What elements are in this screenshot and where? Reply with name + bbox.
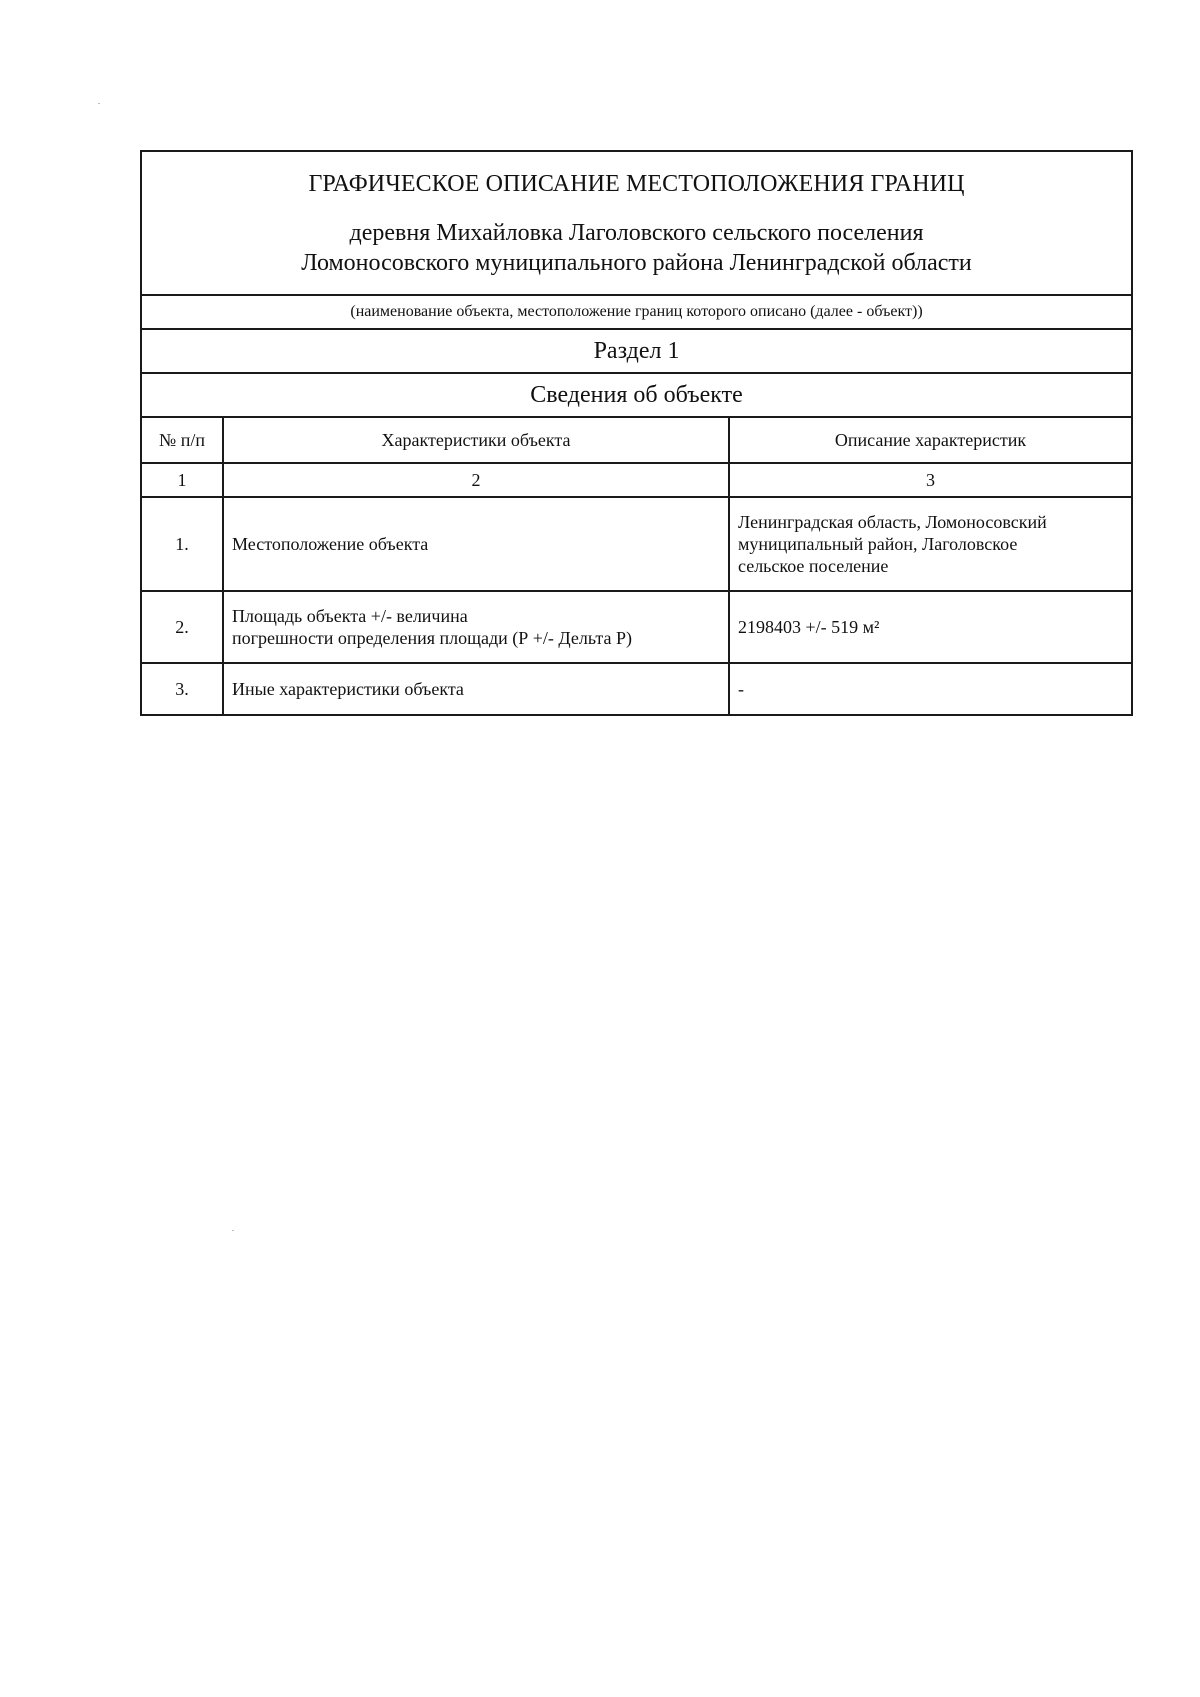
caption-row	[141, 295, 1132, 329]
section-subtitle-row	[141, 373, 1132, 417]
description-line: муниципальный район, Лаголовское	[738, 534, 1018, 554]
row-index: 2.	[141, 591, 223, 663]
row-index: 1.	[141, 497, 223, 591]
description-line: сельское поселение	[738, 556, 889, 576]
scan-speck	[232, 1230, 234, 1231]
column-header: Характеристики объекта	[223, 417, 729, 463]
column-header: Описание характеристик	[729, 417, 1132, 463]
column-number: 2	[223, 463, 729, 497]
row-characteristic	[223, 591, 729, 663]
row-characteristic	[223, 663, 729, 715]
object-name-line: Ломоносовского муниципального района Ленинградской области	[301, 250, 972, 276]
section-row	[141, 329, 1132, 373]
object-name-line: деревня Михайловка Лаголовского сельского поселения	[349, 220, 924, 246]
column-number: 3	[729, 463, 1132, 497]
section-subtitle: Сведения об объекте	[141, 373, 1132, 417]
table-row	[141, 497, 1132, 591]
object-name	[142, 218, 1131, 278]
table-row	[141, 663, 1132, 715]
header-row	[141, 417, 1132, 463]
section-title: Раздел 1	[141, 329, 1132, 373]
characteristic-line: погрешности определения площади (Р +/- Дельта Р)	[232, 628, 632, 648]
document-title: ГРАФИЧЕСКОЕ ОПИСАНИЕ МЕСТОПОЛОЖЕНИЯ ГРАНИЦ	[308, 171, 965, 197]
scan-speck	[98, 103, 100, 104]
object-info-table	[140, 150, 1133, 716]
table-row	[141, 591, 1132, 663]
description-line: 2198403 +/- 519 м²	[738, 617, 880, 637]
row-description	[729, 591, 1132, 663]
row-description	[729, 663, 1132, 715]
column-header: № п/п	[141, 417, 223, 463]
object-caption: (наименование объекта, местоположение границ которого описано (далее - объект))	[141, 295, 1132, 329]
description-line: -	[738, 679, 744, 699]
title-row	[141, 151, 1132, 295]
characteristic-line: Местоположение объекта	[232, 534, 429, 554]
row-index: 3.	[141, 663, 223, 715]
row-characteristic	[223, 497, 729, 591]
column-number-row	[141, 463, 1132, 497]
title-cell	[141, 151, 1132, 295]
characteristic-line: Иные характеристики объекта	[232, 679, 464, 699]
row-description	[729, 497, 1132, 591]
characteristic-line: Площадь объекта +/- величина	[232, 606, 468, 626]
description-line: Ленинградская область, Ломоносовский	[738, 512, 1047, 532]
column-number: 1	[141, 463, 223, 497]
